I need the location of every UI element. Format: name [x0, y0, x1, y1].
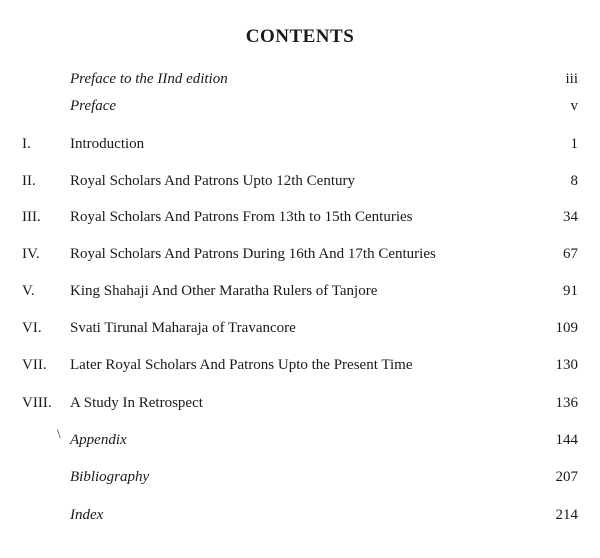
- toc-entry-title: A Study In Retrospect: [70, 395, 203, 411]
- toc-entry-chapter-5: [0, 280, 600, 302]
- toc-entry-number: IV.: [22, 246, 40, 262]
- toc-entry-number: I.: [22, 136, 31, 152]
- toc-entry-appendix: [0, 426, 600, 451]
- toc-entry-chapter-8: [0, 392, 600, 414]
- toc-entry-chapter-7: [0, 354, 600, 376]
- toc-entry-title: Royal Scholars And Patrons From 13th to 15th Centuries: [70, 209, 413, 225]
- toc-entry-page: 144: [555, 432, 578, 448]
- toc-entry-number: VIII.: [22, 395, 52, 411]
- toc-entry-number: III.: [22, 209, 41, 225]
- toc-entry-preface-2nd-edition: [0, 68, 600, 90]
- toc-entry-title: Royal Scholars And Patrons During 16th And 17th Centuries: [70, 246, 436, 262]
- toc-entry-page: v: [570, 98, 578, 114]
- toc-entry-title: Introduction: [70, 136, 145, 152]
- toc-entry-title: Bibliography: [70, 469, 150, 485]
- toc-entry-title: Preface: [70, 98, 117, 114]
- toc-entry-page: 1: [570, 136, 578, 152]
- toc-entry-number: V.: [22, 283, 35, 299]
- toc-entry-index: [0, 504, 600, 526]
- toc-entry-title: Appendix: [70, 432, 127, 448]
- toc-entry-title: Index: [70, 507, 104, 523]
- toc-entry-number: VI.: [22, 320, 42, 336]
- toc-entry-chapter-6: [0, 317, 600, 339]
- toc-entry-page: 130: [555, 357, 578, 373]
- toc-entry-bibliography: [0, 466, 600, 488]
- toc-entry-title: Royal Scholars And Patrons Upto 12th Century: [70, 173, 355, 189]
- toc-entry-page: 91: [563, 283, 578, 299]
- toc-entry-page: iii: [565, 71, 578, 87]
- toc-entry-title: Svati Tirunal Maharaja of Travancore: [70, 320, 296, 336]
- toc-entry-chapter-3: [0, 206, 600, 228]
- toc-entry-preface: [0, 95, 600, 117]
- toc-entry-page: 136: [555, 395, 578, 411]
- toc-entry-number: VII.: [22, 357, 47, 373]
- toc-entry-chapter-1: [0, 133, 600, 155]
- toc-entry-number: II.: [22, 173, 36, 189]
- toc-entry-page: 207: [555, 469, 578, 485]
- toc-entry-page: 34: [563, 209, 578, 225]
- toc-entry-chapter-2: [0, 170, 600, 192]
- toc-entry-title: King Shahaji And Other Maratha Rulers of Tanjore: [70, 283, 378, 299]
- toc-entry-page: 214: [555, 507, 578, 523]
- toc-entry-page: 109: [555, 320, 578, 336]
- toc-entry-title: Preface to the IInd edition: [70, 71, 228, 87]
- toc-entry-title: Later Royal Scholars And Patrons Upto the Present Time: [70, 357, 413, 373]
- toc-entry-page: 67: [563, 246, 578, 262]
- toc-entry-page: 8: [570, 173, 578, 189]
- stray-mark-icon: \: [57, 426, 61, 441]
- page-title: CONTENTS: [245, 26, 355, 47]
- toc-entry-chapter-4: [0, 243, 600, 265]
